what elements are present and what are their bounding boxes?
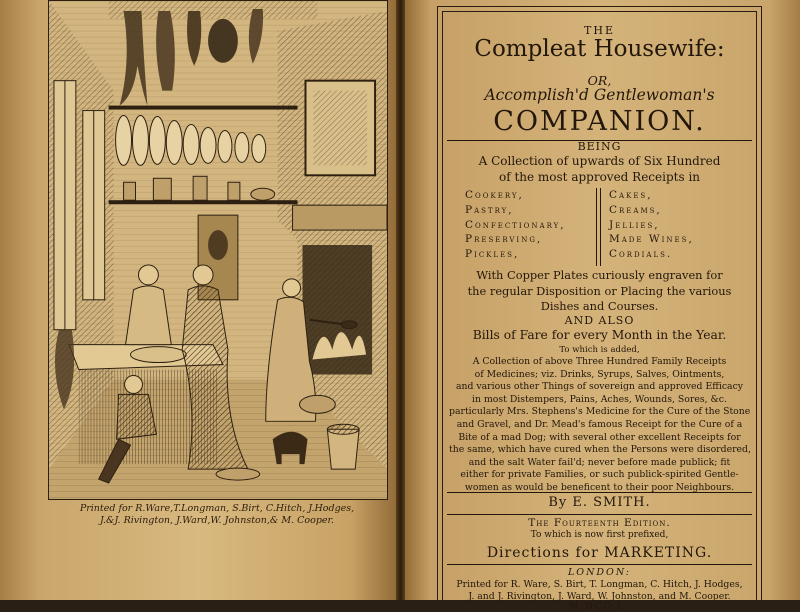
kitchen-scene-illustration [49, 1, 387, 499]
recipe-categories-left [465, 188, 566, 262]
category-item: Confectionary, [465, 218, 566, 231]
title-or: OR, [587, 73, 612, 88]
paragraph-line: particularly Mrs. Stephens's Medicine for the Cure of the Stone [449, 406, 751, 418]
and-also-label: AND ALSO [564, 314, 635, 327]
category-item: Pastry, [465, 203, 514, 216]
category-item: Preserving, [465, 233, 543, 246]
book-gutter [396, 0, 405, 600]
paragraph-line: the regular Disposition or Placing the various [467, 283, 732, 298]
title-page-inner-border [442, 11, 757, 612]
collection-line-1: A Collection of upwards of Six Hundred [478, 154, 721, 168]
category-item: Pickles, [465, 248, 520, 261]
divider-rule [447, 492, 752, 493]
paragraph-line: either for private Families, or such publick-spirited Gentle- [460, 469, 739, 481]
imprint-place: LONDON: [568, 567, 631, 578]
category-item: Cookery, [465, 189, 524, 201]
bills-of-fare-line: Bills of Fare for every Month in the Year. [472, 328, 727, 342]
collection-line-2: of the most approved Receipts in [498, 170, 701, 184]
edition-line: The Fourteenth Edition. [528, 517, 671, 529]
to-which-added: To which is added, [559, 345, 640, 355]
recipe-categories-right [609, 188, 694, 262]
prefixed-line: To which is now first prefixed, [530, 530, 669, 540]
frontispiece-imprint [42, 503, 392, 527]
publication-date: M.DCC.L. [569, 602, 630, 612]
title-page [437, 6, 762, 612]
paragraph-line: in most Distempers, Pains, Aches, Wounds, Sores, &c. [472, 393, 727, 405]
paragraph-line: and Gravel, and Dr. Mead's famous Receipt for the Cure of a [456, 418, 743, 430]
paragraph-line: and various other Things of sovereign and approved Efficacy [455, 381, 744, 393]
imprint-line: Printed for R.Ware,T.Longman, S.Birt, C.Hitch, J.Hodges, [79, 503, 355, 514]
paragraph-line: the same, which have cured when the Persons were disordered, [449, 444, 751, 456]
main-title: Compleat Housewife: [474, 36, 725, 62]
paragraph-line: A Collection of above Three Hundred Family Receipts [472, 356, 727, 367]
imprint-line: Printed for R. Ware, S. Birt, T. Longman, C. Hitch, J. Hodges, [456, 579, 743, 590]
copper-plates-paragraph [449, 268, 750, 315]
directions-marketing: Directions for MARKETING. [486, 545, 713, 561]
author-line: By E. SMITH. [548, 495, 651, 510]
category-item: Jellies, [609, 218, 660, 231]
imprint-line: J.&J. Rivington, J.Ward,W. Johnston,& M. Cooper. [99, 515, 335, 526]
paragraph-line: With Copper Plates curiously engraven for [476, 268, 723, 282]
category-item: Cakes, [609, 189, 653, 201]
category-item: Cordials. [609, 248, 673, 261]
title-companion: COMPANION. [493, 106, 706, 137]
paragraph-line: Dishes and Courses. [540, 299, 659, 313]
category-item: Creams, [609, 203, 662, 216]
kitchen-engraving [48, 0, 388, 500]
divider-rule [447, 514, 752, 515]
column-divider [596, 188, 601, 266]
imprint-line: J. and J. Rivington, J. Ward, W. Johnston, and M. Cooper. [468, 591, 731, 602]
subtitle: Accomplish'd Gentlewoman's [484, 86, 715, 104]
medicines-paragraph [449, 356, 750, 495]
being-label: BEING [577, 140, 622, 153]
paragraph-line: Bite of a mad Dog; with several other excellent Receipts for [458, 431, 741, 443]
title-the: THE [584, 24, 615, 37]
paragraph-line: women as would be beneficent to their poor Neighbours. [464, 481, 735, 493]
printers-imprint [449, 579, 750, 603]
paragraph-line: of Medicines; viz. Drinks, Syrups, Salves, Ointments, [474, 368, 725, 380]
category-item: Made Wines, [609, 233, 694, 246]
divider-rule [447, 564, 752, 565]
paragraph-line: and the salt Water fail'd; never before made publick; fit [468, 456, 731, 468]
